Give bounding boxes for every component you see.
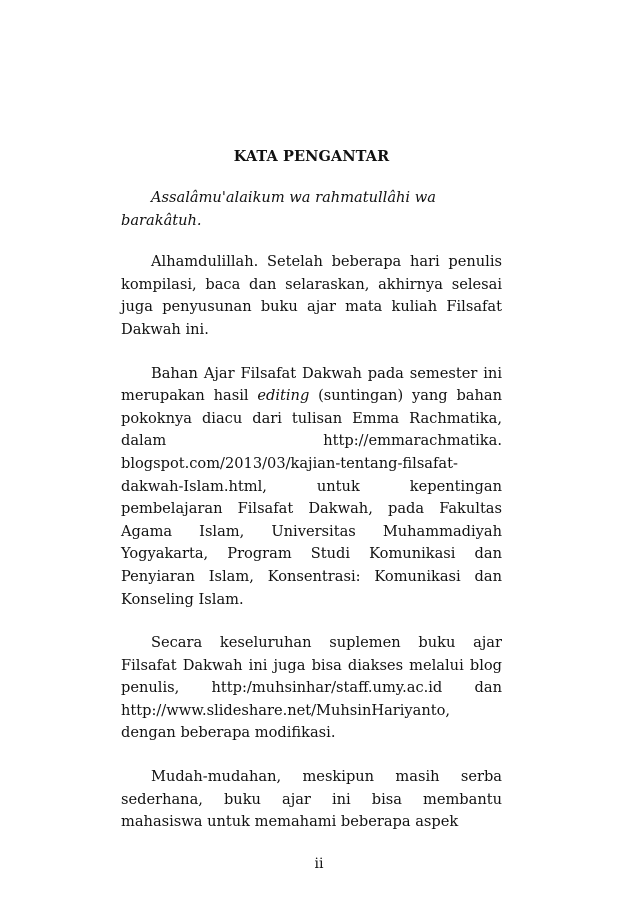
paragraph-source-text-2: (suntingan) yang bahan pokoknya diacu dari tulisan Emma Rachmatika, dalam <box>121 387 502 450</box>
paragraph-access-text: Secara keseluruhan suplemen buku ajar Filsafat Dakwah ini juga bisa diakses melalui blog penulis, <box>121 634 502 697</box>
source-url-part-1: http://emmarachmatika. <box>323 432 502 450</box>
document-page <box>121 148 502 855</box>
paragraph-access-and: dan <box>442 679 502 697</box>
blog-url: http:/muhsinhar/staff.umy.ac.id <box>211 679 443 697</box>
paragraph-closing: Mudah-mudahan, meskipun masih serba sederhana, buku ajar ini bisa membantu mahasiswa untuk memahami beberapa aspek <box>121 768 502 831</box>
paragraph-opening: Alhamdulillah. Setelah beberapa hari penulis kompilasi, baca dan selaraskan, akhirnya selesai juga penyusunan buku ajar mata kuliah Filsafat Dakwah ini. <box>121 253 502 338</box>
paragraph-source-text: Bahan Ajar Filsafat Dakwah pada semester ini merupakan hasil <box>121 364 502 405</box>
salam-greeting: Assalâmu'alaikum wa rahmatullâhi wa barakâtuh. <box>121 189 436 229</box>
slideshare-url: http://www.slideshare.net/MuhsinHariyanto, <box>121 701 451 719</box>
page-number: ii <box>314 856 324 872</box>
paragraph-access <box>121 632 502 745</box>
page-title: KATA PENGANTAR <box>233 148 390 165</box>
source-url-part-3: dakwah-Islam.html, <box>121 477 267 495</box>
paragraph-access-text-2: dengan beberapa modifikasi. <box>121 724 336 742</box>
editing-term: editing <box>257 387 310 405</box>
source-url-part-2: blogspot.com/2013/03/kajian-tentang-filsafat- <box>121 454 458 472</box>
paragraph-source <box>121 363 502 612</box>
paragraph-source-text-3: untuk kepentingan pembelajaran Filsafat Dakwah, pada Fakultas Agama Islam, Universitas Muhammadiyah Yogyakarta, Program Studi Komunikasi dan Penyiaran Islam, Konsentrasi: Komunikasi dan Konseling Islam. <box>121 477 502 608</box>
